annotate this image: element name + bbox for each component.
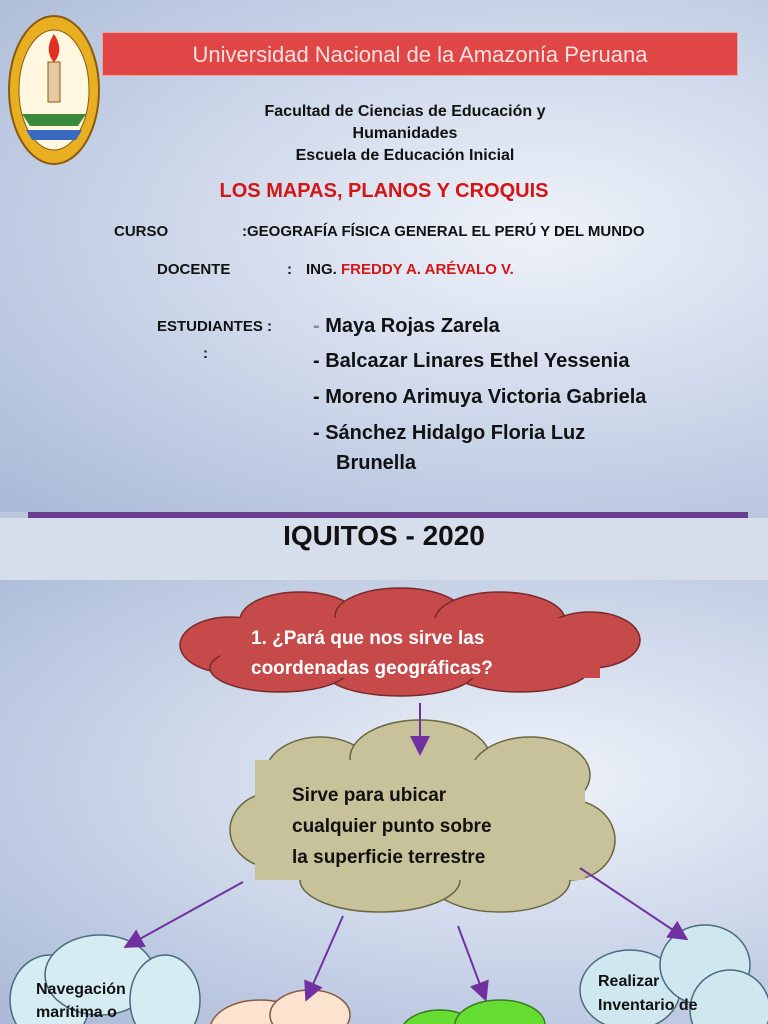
question-text: 1. ¿Pará que nos sirve las coordenadas geográficas? — [251, 628, 493, 679]
school-line: Escuela de Educación Inicial — [295, 147, 515, 164]
course-value: :GEOGRAFÍA FÍSICA GENERAL EL PERÚ Y DEL MUNDO — [242, 223, 645, 240]
right-cloud-text: Realizar Inventario de — [598, 973, 698, 1014]
teacher-name: FREDDY A. ARÉVALO V. — [341, 261, 514, 278]
university-banner: Universidad Nacional de la Amazonía Peruana — [102, 32, 738, 76]
teacher-label: DOCENTE — [157, 261, 231, 278]
faculty-line: Facultad de Ciencias de Educación y — [264, 103, 546, 120]
city-year: IQUITOS - 2020 — [283, 520, 485, 551]
student-name: Brunella — [336, 452, 417, 474]
arrow — [127, 882, 243, 946]
teacher-prefix: ING. — [306, 261, 337, 278]
university-seal-icon — [8, 14, 100, 166]
students-label-colon: : — [203, 345, 208, 362]
teacher-value — [306, 261, 514, 278]
peach-cloud — [210, 990, 350, 1024]
green-cloud — [400, 1000, 545, 1024]
answer-text: Sirve para ubicar cualquier punto sobre la superficie terrestre — [292, 785, 492, 868]
course-label: CURSO — [114, 223, 169, 240]
teacher-separator: : — [287, 261, 292, 278]
student-name: - Maya Rojas Zarela — [313, 315, 500, 337]
arrow — [580, 868, 685, 938]
section-divider — [28, 512, 748, 518]
students-label: ESTUDIANTES : — [157, 318, 273, 335]
left-cloud-text: Navegación marítima o — [36, 981, 126, 1021]
faculty-line: Humanidades — [352, 125, 458, 142]
faculty-block — [180, 101, 630, 167]
arrow — [458, 926, 485, 998]
student-name: - Balcazar Linares Ethel Yessenia — [313, 350, 630, 372]
student-name: - Sánchez Hidalgo Floria Luz — [313, 422, 586, 444]
page-title: LOS MAPAS, PLANOS Y CROQUIS — [219, 180, 549, 202]
arrow — [307, 916, 343, 998]
student-name: - Moreno Arimuya Victoria Gabriela — [313, 386, 647, 408]
